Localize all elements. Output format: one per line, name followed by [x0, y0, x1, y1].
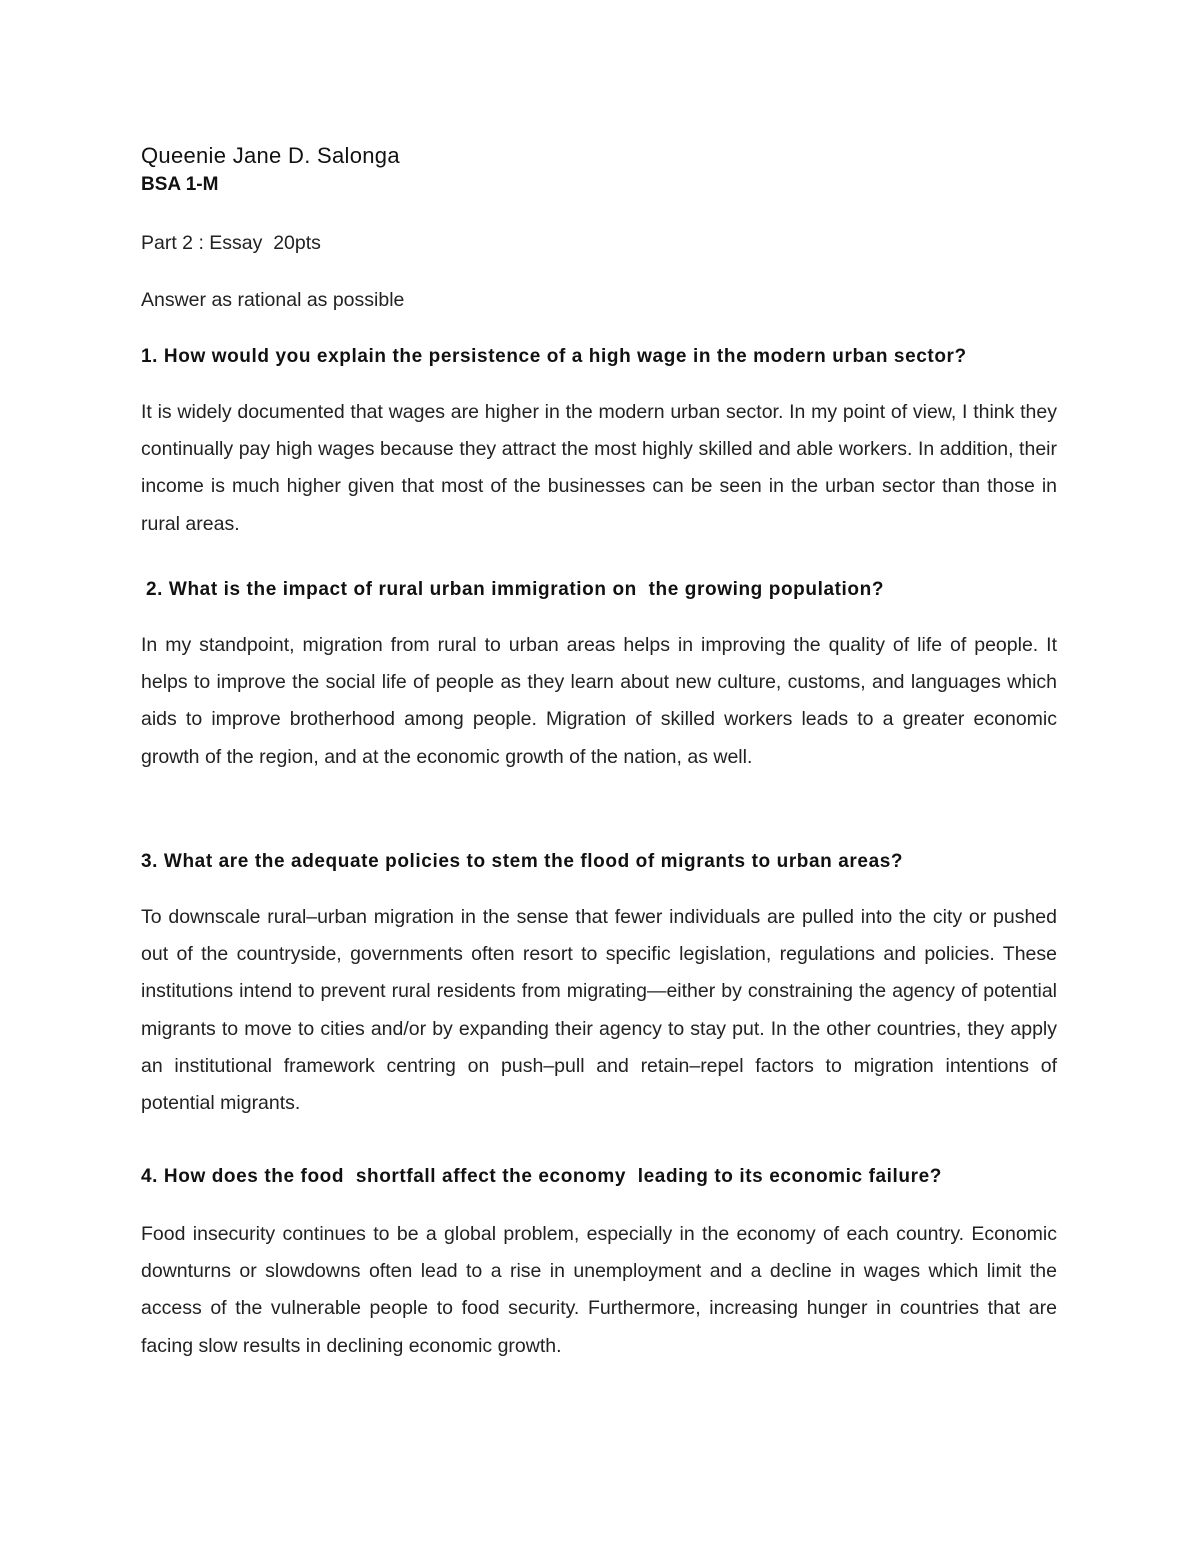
answer-3: To downscale rural–urban migration in the sense that fewer individuals are pulled into the city or pushed out of the countryside, governments often resort to specific legislation, regulations and policies. These institutions intend to prevent rural residents from migrating—either by constraining the agency of potential migrants to move to cities and/or by expanding their agency to stay put. In the other countries, they apply an institutional framework centring on push–pull and retain–repel factors to migration intentions of potential migrants. — [141, 906, 1057, 1115]
question-4: 4. How does the food shortfall affect the economy leading to its economic failure? — [141, 1166, 943, 1187]
answer-2: In my standpoint, migration from rural to urban areas helps in improving the quality of life of people. It helps to improve the social life of people as they learn about new culture, customs, and languages which aids to improve brotherhood among people. Migration of skilled workers leads to a greater economic growth of the region, and at the economic growth of the nation, as well. — [141, 634, 1057, 768]
question-2: 2. What is the impact of rural urban immigration on the growing population? — [146, 579, 885, 600]
instructions: Answer as rational as possible — [141, 289, 405, 311]
student-section: BSA 1-M — [141, 174, 219, 195]
question-3: 3. What are the adequate policies to stem the flood of migrants to urban areas? — [141, 851, 904, 872]
student-name: Queenie Jane D. Salonga — [141, 143, 400, 168]
answer-1: It is widely documented that wages are higher in the modern urban sector. In my point of view, I think they continually pay high wages because they attract the most highly skilled and able workers. In addition, their income is much higher given that most of the businesses can be seen in the urban sector than those in rural areas. — [141, 401, 1057, 535]
question-1: 1. How would you explain the persistence of a high wage in the modern urban sector? — [141, 346, 967, 367]
part-title: Part 2 : Essay 20pts — [141, 232, 321, 254]
answer-4: Food insecurity continues to be a global problem, especially in the economy of each country. Economic downturns or slowdowns often lead to a rise in unemployment and a decline in wages which limit the access of the vulnerable people to food security. Furthermore, increasing hunger in countries that are facing slow results in declining economic growth. — [141, 1223, 1057, 1357]
